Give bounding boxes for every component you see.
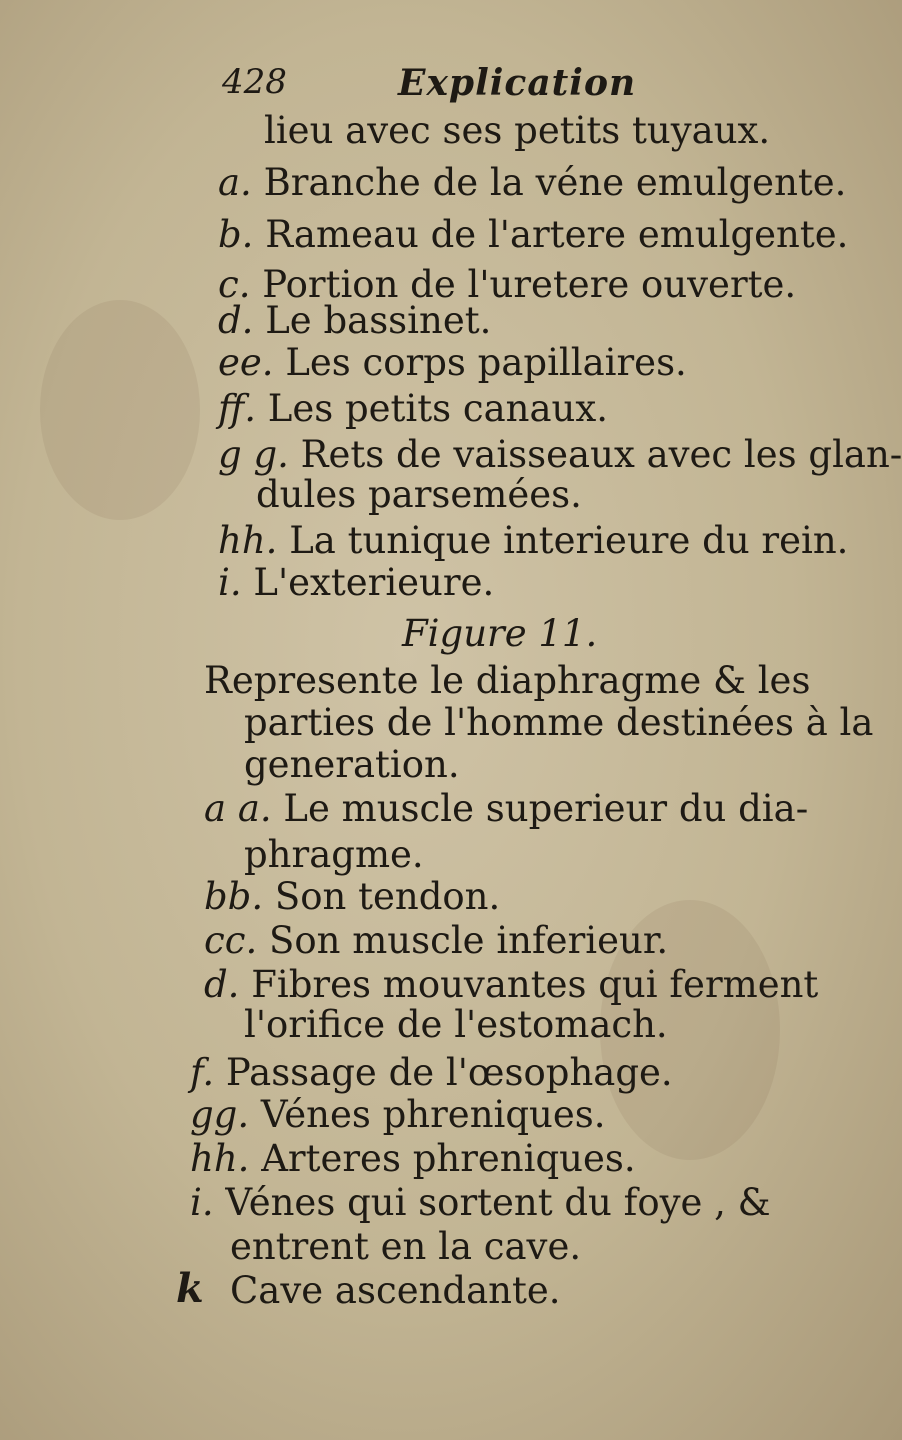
page-number: 428 <box>222 62 287 102</box>
text-line <box>204 659 811 702</box>
text-line <box>244 833 424 876</box>
item-key: ee. <box>218 341 274 384</box>
list-item <box>218 519 849 562</box>
item-key: hh. <box>190 1137 250 1180</box>
item-key: bb. <box>204 875 264 918</box>
list-item <box>190 1051 673 1094</box>
list-item <box>218 433 902 476</box>
item-text: Vénes qui sortent du foye , & <box>225 1181 771 1224</box>
item-text: dules parsemées. <box>256 473 582 516</box>
item-text: Passage de l'œsophage. <box>225 1051 673 1094</box>
item-text: Portion de l'uretere ouverte. <box>262 263 797 306</box>
list-item <box>218 341 687 384</box>
item-text: Fibres mouvantes qui ferment <box>251 963 819 1006</box>
text-line <box>244 743 460 786</box>
item-key-k: k <box>176 1265 204 1312</box>
list-item <box>204 919 669 962</box>
text-line <box>244 1003 668 1046</box>
list-item <box>218 161 847 204</box>
item-key: d. <box>218 299 254 342</box>
list-item <box>218 263 797 306</box>
item-text: Son tendon. <box>274 875 501 918</box>
item-text: Les corps papillaires. <box>285 341 687 384</box>
item-key: d. <box>204 963 240 1006</box>
item-key: b. <box>218 213 254 256</box>
item-key: cc. <box>204 919 258 962</box>
item-key: i. <box>218 561 242 604</box>
line-text: Cave ascendante. <box>230 1269 561 1312</box>
line-text: phragme. <box>244 833 424 876</box>
item-text: La tunique interieure du rein. <box>289 519 849 562</box>
text-line <box>230 1225 582 1268</box>
list-item <box>190 1093 606 1136</box>
item-key: c. <box>218 263 251 306</box>
list-item <box>256 473 582 516</box>
item-key: a. <box>218 161 252 204</box>
paper-stain <box>40 300 200 520</box>
item-key: ff. <box>218 387 256 430</box>
line-text: generation. <box>244 743 460 786</box>
list-item <box>190 1137 636 1180</box>
item-text: Vénes phreniques. <box>260 1093 606 1136</box>
text-line <box>230 1269 561 1312</box>
list-item <box>204 875 501 918</box>
item-text: Le muscle superieur du dia- <box>283 787 809 830</box>
item-text: Rameau de l'artere emulgente. <box>265 213 849 256</box>
list-item <box>190 1181 771 1224</box>
item-text: Branche de la véne emulgente. <box>263 161 847 204</box>
item-text: Les petits canaux. <box>267 387 608 430</box>
item-key: gg. <box>190 1093 250 1136</box>
text-line <box>244 701 874 744</box>
item-key: f. <box>190 1051 215 1094</box>
line-text: parties de l'homme destinées à la <box>244 701 874 744</box>
list-item <box>204 963 819 1006</box>
line-text: entrent en la cave. <box>230 1225 582 1268</box>
list-item <box>204 787 809 830</box>
item-text: Le bassinet. <box>265 299 492 342</box>
list-item <box>218 213 849 256</box>
item-text: Arteres phreniques. <box>261 1137 636 1180</box>
line-text: Represente le diaphragme & les <box>204 659 811 702</box>
line-text: lieu avec ses petits tuyaux. <box>264 109 771 152</box>
item-text: Son muscle inferieur. <box>268 919 669 962</box>
item-text: Rets de vaisseaux avec les glan- <box>300 433 902 476</box>
page-header <box>222 62 742 112</box>
item-key: hh. <box>218 519 278 562</box>
line-text: l'orifice de l'estomach. <box>244 1003 668 1046</box>
list-item <box>218 561 495 604</box>
item-key: g g. <box>218 433 289 476</box>
list-item <box>218 387 608 430</box>
running-title: Explication <box>398 62 637 104</box>
item-text: L'exterieure. <box>253 561 495 604</box>
text-line <box>264 109 771 152</box>
item-key: i. <box>190 1181 214 1224</box>
item-key: a a. <box>204 787 272 830</box>
figure-caption: Figure 11. <box>402 612 598 655</box>
list-item <box>218 299 492 342</box>
